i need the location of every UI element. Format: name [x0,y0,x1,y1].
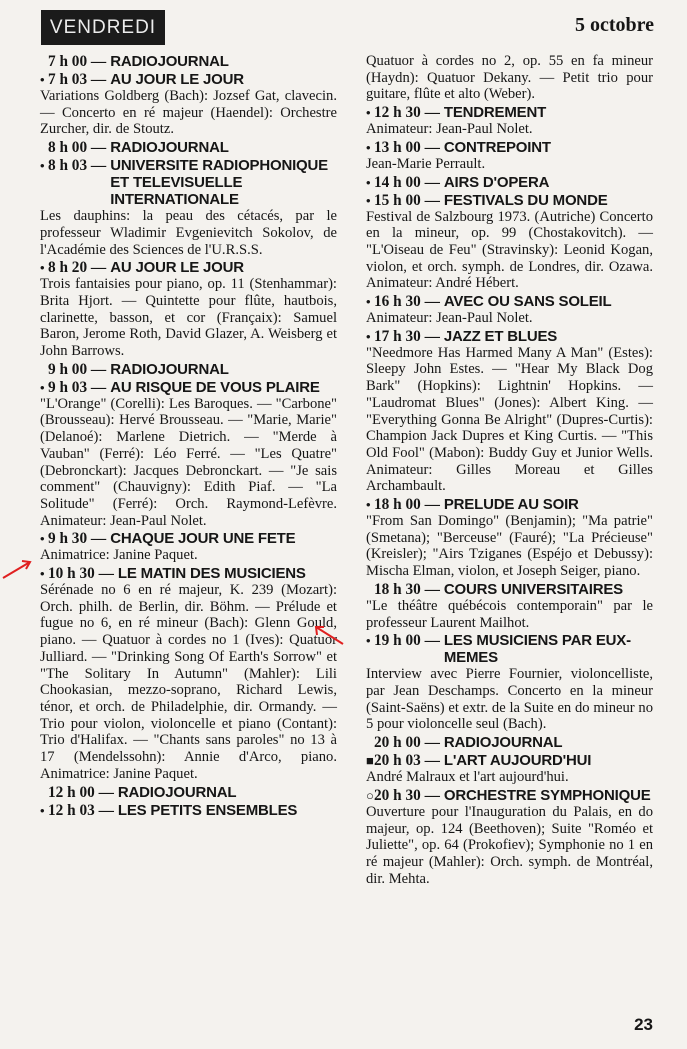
program-time: 8 h 00 — [48,139,107,157]
program-time: 19 h 00 — [374,632,440,650]
bullet-icon: ■ [366,753,374,769]
program-time: 10 h 30 — [48,565,114,583]
bullet-icon: • [40,566,45,582]
program-description: "From San Domingo" (Benjamin); "Ma patrie" (Smetana); "Berceuse" (Fauré); "La Précieuse" (Kreisler); "Airs Tziganes (Espéjo et Debussy): Mischa Elman, violon, et Joseph Seiger, piano. [366,513,653,580]
program-time: 15 h 00 — [374,191,440,209]
bullet-icon: ○ [366,787,374,803]
program-description: Variations Goldberg (Bach): Jozsef Gat, clavecin. — Concerto en ré majeur (Haendel): Orchestre Zurcher, dir. de Stoutz. [40,88,337,138]
program-entry [40,361,337,378]
program-entry [366,496,653,580]
program-entry [366,192,653,293]
program-time: 8 h 03 — [48,157,107,175]
program-header [40,565,337,582]
bullet-icon: • [40,260,45,276]
program-header [366,496,653,513]
program-header [40,361,337,378]
bullet-icon: • [40,158,45,174]
program-description: Festival de Salzbourg 1973. (Autriche) Concerto en la mineur, op. 99 (Chostakovitch). — "L'Oiseau de Feu" (Stravinsky): Leonid Kogan, violon, et orch. symph. de Londres, dir. Ozawa. Animateur: André Hébert. [366,208,653,292]
program-header [40,259,337,276]
bullet-icon: • [366,139,371,155]
program-header [366,293,653,310]
program-entry [366,581,653,631]
arrow-icon [0,556,34,582]
bullet-icon: • [366,328,371,344]
program-time: 18 h 30 — [374,580,440,598]
program-entry [40,259,337,360]
program-title: LES MUSICIENS PAR EUX-MEMES [443,632,631,667]
program-header [366,174,653,191]
program-description: "L'Orange" (Corelli): Les Baroques. — "Carbone" (Brousseau): Hervé Brousseau. — "Marie, Marie" (Delanoé): Marlene Dietrich. — "Merde à Vauban" (Ferré): Léo Ferré. — "Les Quatre" (Debronckart): Jacques Debronckart. — "Je sais comment" (Chauvigny): Edith Piaf. — "La Solitude" (Ferré): Orch. Raymond-Lefèvre. Animateur: Jean-Paul Nolet. [40,395,337,529]
program-entry [40,530,337,564]
program-title: RADIOJOURNAL [110,53,229,70]
program-title: JAZZ ET BLUES [443,327,558,345]
bullet-icon: • [366,294,371,310]
program-title: RADIOJOURNAL [443,734,563,752]
program-header [40,802,337,819]
program-header [366,328,653,345]
program-description: André Malraux et l'art aujourd'hui. [366,769,569,786]
program-title: LE MATIN DES MUSICIENS [117,565,306,583]
program-entry [366,632,653,733]
program-title: L'ART AUJOURD'HUI [443,752,592,770]
program-time: 14 h 00 — [374,173,440,191]
program-time: 9 h 00 — [48,360,107,378]
bullet-icon: • [366,105,371,121]
program-time: 12 h 03 — [48,801,114,819]
program-header [40,379,337,396]
program-header [40,784,337,801]
program-entry [40,565,337,782]
bullet-icon: • [366,497,371,513]
program-title: CHAQUE JOUR UNE FETE [110,530,296,548]
program-time: 20 h 03 — [374,752,440,770]
day-label: VENDREDI [41,10,165,45]
program-time: 18 h 00 — [374,496,440,514]
program-description: Animatrice: Janine Paquet. [40,547,198,564]
program-title: AU RISQUE DE VOUS PLAIRE [110,378,320,396]
arrow-icon [312,622,346,648]
program-time: 7 h 03 — [48,71,107,88]
program-description: Trois fantaisies pour piano, op. 11 (Stenhammar): Brita Hjort. — Quintette pour flûte, hautbois, clarinette, basson, et cor (Françaix): Samuel Baron, Jerome Roth, David Glazer, A. Weisberg et John Barrows. [40,276,337,360]
program-time: 8 h 20 — [48,259,107,277]
program-header [366,734,653,751]
page-number: 23 [634,1015,653,1034]
program-header [40,71,337,88]
program-entry [366,293,653,327]
program-description: Animateur: Jean-Paul Nolet. [366,121,533,138]
program-title: LES PETITS ENSEMBLES [117,801,298,819]
program-header [366,192,653,209]
bullet-icon: • [40,379,45,395]
program-title: RADIOJOURNAL [110,360,229,378]
program-title: CONTREPOINT [443,138,551,156]
bullet-icon: • [40,531,45,547]
program-entry [40,784,337,801]
program-title: RADIOJOURNAL [117,783,237,801]
program-header [366,632,653,666]
bullet-icon: • [40,802,45,818]
program-entry [40,139,337,156]
program-entry [366,787,653,888]
program-title: RADIOJOURNAL [110,139,229,157]
program-title: PRELUDE AU SOIR [443,496,579,514]
program-header [40,157,337,208]
program-title: ORCHESTRE SYMPHONIQUE [443,786,651,804]
program-entry [366,752,653,786]
program-title: AU JOUR LE JOUR [110,259,244,277]
bullet-icon: • [366,633,371,649]
program-entry [40,157,337,258]
program-time: 7 h 00 — [48,53,107,70]
program-time: 12 h 30 — [374,104,440,122]
program-entry [40,71,337,138]
program-entry [366,53,653,103]
program-description: Les dauphins: la peau des cétacés, par le professeur Wladimir Evgenievitch Sokolov, de l'Académie des Sciences de l'U.R.S.S. [40,208,337,258]
program-header [40,530,337,547]
program-entry [366,328,653,495]
program-header [366,104,653,121]
program-description: Ouverture pour l'Inauguration du Palais, en do majeur, op. 124 (Beethoven); Suite "Roméo et Juliette", op. 64 (Prokofiev); Symphonie no 1 en ré majeur (Mahler): Orch. symph. de Montréal, dir. Mehta. [366,803,653,887]
program-time: 13 h 00 — [374,138,440,156]
program-description: Quatuor à cordes no 2, op. 55 en fa mineur (Haydn): Quatuor Dekany. — Petit trio pour guitare, flûte et alto (Weber). [366,53,653,103]
right-column [366,53,653,888]
program-description: Sérénade no 6 en ré majeur, K. 239 (Mozart): Orch. philh. de Berlin, dir. Böhm. — Prélude et fugue no 6, en ré mineur (Bach): Glenn Gould, piano. — Quatuor à cordes no 1 (Ives): Quatuor Julliard. — "Drinking Song Of Earth's Sorrow" et "The Solitary In Autumn" (Mahler): Lili Chookasian, mezzo-soprano, Richard Lewis, ténor, et orch. de Philadelphie, dir. Ormandy. — Trio pour violon, violoncelle et piano (Contant): Trio d'Halifax. — "Chants sans paroles" no 13 à 17 (Mendelssohn): Annie d'Arco, piano. Animatrice: Janine Paquet. [40,582,337,782]
program-time: 17 h 30 — [374,327,440,345]
program-entry [366,734,653,751]
program-title: AU JOUR LE JOUR [110,71,244,88]
program-title: AVEC OU SANS SOLEIL [443,293,612,311]
program-time: 9 h 30 — [48,530,107,548]
program-header [40,53,337,70]
date-label: 5 octobre [574,14,654,36]
program-title: AIRS D'OPERA [443,173,550,191]
program-title: TENDREMENT [443,104,547,122]
program-description: "Le théâtre québécois contemporain" par le professeur Laurent Mailhot. [366,597,653,631]
bullet-icon: • [40,72,45,87]
program-description: Interview avec Pierre Fournier, violoncelliste, par Jean Deschamps. Concerto en la mineur (Saint-Saëns) et extr. de la Suite en do mineur no 5 pour violoncelle seul (Bach). [366,666,653,733]
bullet-icon: • [366,174,371,190]
program-entry [40,53,337,70]
program-time: 20 h 00 — [374,734,440,752]
program-title: UNIVERSITE RADIOPHONIQUE ET TELEVISUELLE INTERNATIONALE [110,157,328,209]
program-description: Jean-Marie Perrault. [366,155,486,172]
program-time: 20 h 30 — [374,786,440,804]
program-header [366,787,653,804]
program-time: 9 h 03 — [48,378,107,396]
program-entry [366,104,653,138]
program-header [40,139,337,156]
program-title: COURS UNIVERSITAIRES [443,580,623,598]
program-entry [366,139,653,173]
program-title: FESTIVALS DU MONDE [443,191,608,209]
program-time: 16 h 30 — [374,293,440,311]
program-entry [40,802,337,819]
program-header [366,581,653,598]
left-column [40,53,337,820]
program-header [366,139,653,156]
program-description: "Needmore Has Harmed Many A Man" (Estes): Sleepy John Estes. — "Hear My Black Dog Bark" (Hopkins): Lightnin' Hopkins. — "Laudromat Blues" (Jones): Albert King. — "Everything Gonna Be Alright" (Dupres-Curtis): Champion Jack Dupres et King Curtis. — "This Old Fool" (Mabon): Buddy Guy et Junior Wells. Animateur: Gilles Moreau et Gilles Archambault. [366,344,653,495]
program-entry [366,174,653,191]
bullet-icon: • [366,192,371,208]
program-time: 12 h 00 — [48,783,114,801]
program-description: Animateur: Jean-Paul Nolet. [366,310,533,327]
program-entry [40,379,337,530]
program-header [366,752,653,769]
